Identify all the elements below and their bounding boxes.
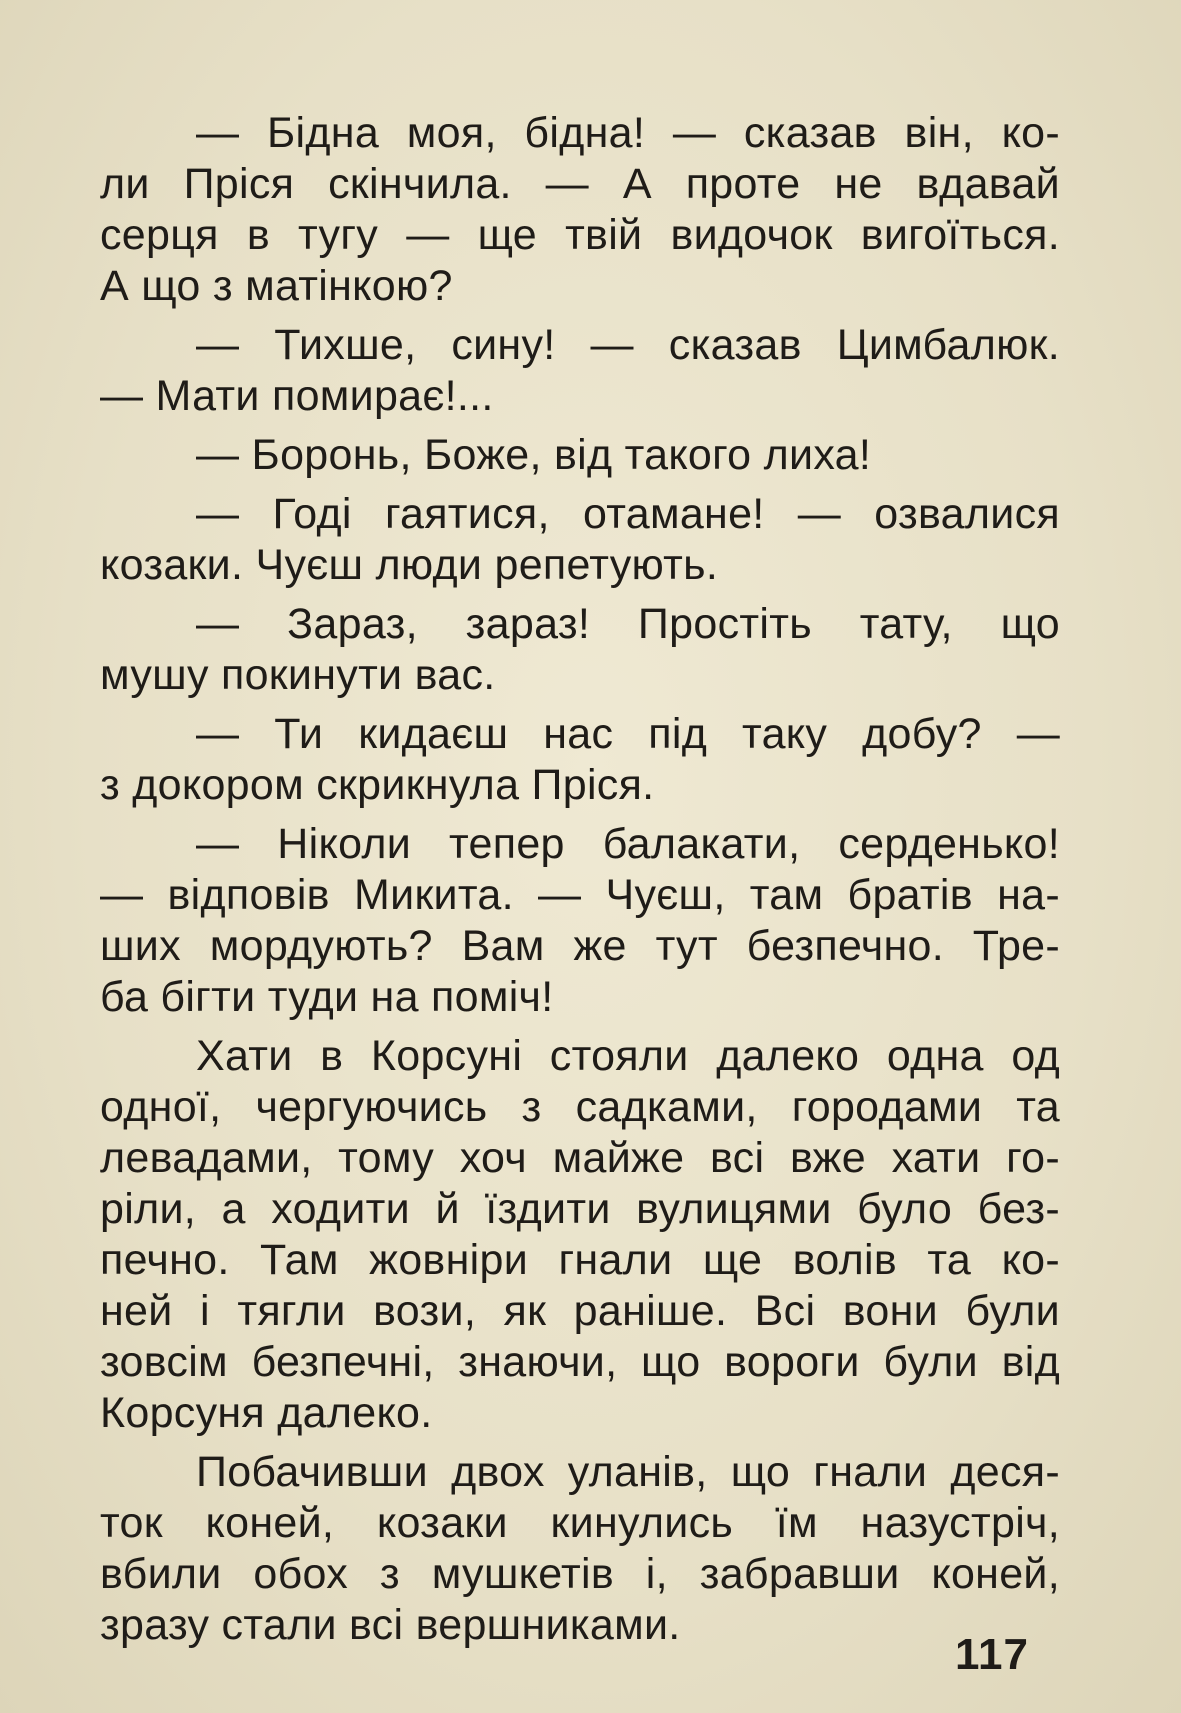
paragraph [100,709,1060,811]
text-line: — Мати помирає!... [100,372,494,420]
text-line: Побачивши двох уланів, що гнали деся- [196,1448,1060,1496]
paragraph [100,1031,1060,1439]
text-line: вбили обох з мушкетів і, забравши коней, [100,1550,1060,1598]
text-line: Хати в Корсуні стояли далеко одна од [196,1032,1060,1080]
text-line: — Тихше, сину! — сказав Цимбалюк. [196,321,1060,369]
page-text [100,108,1060,1659]
text-line: ба бігти туди на поміч! [100,973,554,1021]
text-line: — Зараз, зараз! Простіть тату, що [196,600,1060,648]
text-line: А що з матінкою? [100,262,453,310]
text-line: левадами, тому хоч майже всі вже хати го- [100,1134,1060,1182]
text-line: козаки. Чуєш люди репетують. [100,541,719,589]
paragraph [100,489,1060,591]
text-line: ней і тягли вози, як раніше. Всі вони були [100,1287,1060,1335]
text-line: — Боронь, Боже, від такого лиха! [196,431,872,479]
text-line: ли Пріся скінчила. — А проте не вдавай [100,160,1060,208]
text-line: — Ти кидаєш нас під таку добу? — [196,710,1060,758]
text-line: зразу стали всі вершниками. [100,1601,681,1649]
text-line: — Годі гаятися, отамане! — озвалися [196,490,1060,538]
text-line: печно. Там жовніри гнали ще волів та ко- [100,1236,1060,1284]
text-line: серця в тугу — ще твій видочок вигоїться. [100,211,1060,259]
text-line: одної, чергуючись з садками, городами та [100,1083,1060,1131]
page-number: 117 [955,1630,1029,1679]
paragraph [100,599,1060,701]
paragraph [100,320,1060,422]
text-line: — Бідна моя, бідна! — сказав він, ко- [196,109,1060,157]
paragraph [100,1447,1060,1651]
text-line: з докором скрикнула Пріся. [100,761,655,809]
text-line: мушу покинути вас. [100,651,496,699]
paragraph [100,108,1060,312]
text-line: зовсім безпечні, знаючи, що вороги були від [100,1338,1060,1386]
text-line: Корсуня далеко. [100,1389,433,1437]
text-line: — відповів Микита. — Чуєш, там братів на- [100,871,1060,919]
text-line: ток коней, козаки кинулись їм назустріч, [100,1499,1060,1547]
text-line: ших мордують? Вам же тут безпечно. Тре- [100,922,1060,970]
paragraph [100,819,1060,1023]
text-line: — Ніколи тепер балакати, серденько! [196,820,1060,868]
text-line: ріли, а ходити й їздити вулицями було без- [100,1185,1060,1233]
paragraph [100,430,1060,481]
